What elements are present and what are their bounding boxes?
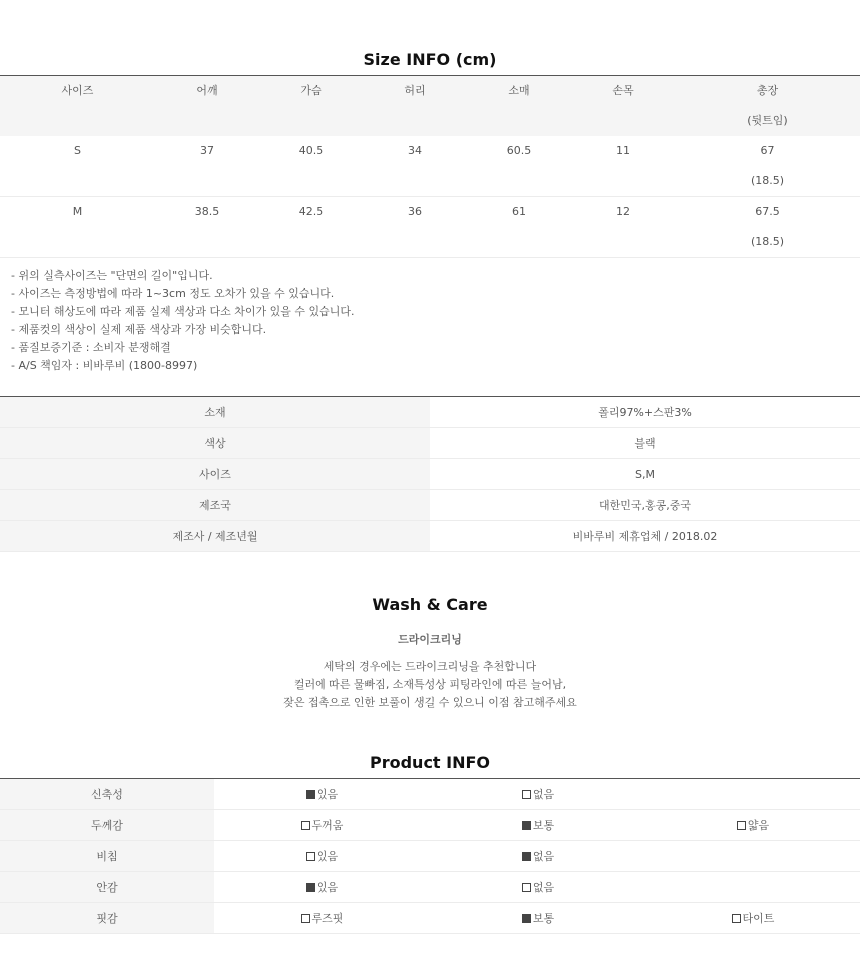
spec-value-color: 블랙 — [634, 437, 656, 450]
option-label: 있음 — [316, 788, 339, 801]
unchecked-box-icon — [737, 821, 746, 830]
table-row — [0, 136, 860, 197]
option-item — [306, 848, 338, 864]
note-line: - A/S 책임자 : 비바루비 (1800-8997) — [11, 359, 198, 372]
cell-shoulder: 38.5 — [194, 205, 220, 218]
cell-waist: 34 — [408, 144, 422, 157]
cell-chest: 42.5 — [298, 205, 324, 218]
header-size: 사이즈 — [0, 76, 155, 137]
option-item — [306, 879, 338, 895]
wash-instructions — [0, 658, 860, 712]
option-label: 얇음 — [747, 819, 770, 832]
product-key-lining: 안감 — [0, 872, 214, 903]
option-item — [522, 910, 554, 926]
note-line: - 모니터 해상도에 따라 제품 실제 색상과 다소 차이가 있을 수 있습니다. — [11, 305, 355, 318]
cell-wrist: 11 — [616, 144, 630, 157]
wash-line: 잦은 접촉으로 인한 보풀이 생길 수 있으니 이점 참고해주세요 — [283, 696, 577, 709]
option-label: 있음 — [316, 850, 339, 863]
cell-wrist: 12 — [616, 205, 630, 218]
spec-key-maker: 제조사 / 제조년월 — [0, 521, 430, 552]
header-length-label: 총장 — [756, 84, 779, 97]
checked-box-icon — [522, 852, 531, 861]
option-cell — [214, 841, 430, 872]
option-cell — [214, 810, 430, 841]
size-table — [0, 75, 860, 258]
option-item — [522, 848, 554, 864]
option-cell — [214, 903, 430, 934]
product-key-stretch: 신축성 — [0, 779, 214, 810]
spec-value-country: 대한민국,홍콩,중국 — [598, 499, 691, 512]
table-row — [0, 428, 860, 459]
option-label: 두꺼움 — [311, 819, 344, 832]
unchecked-box-icon — [732, 914, 741, 923]
unchecked-box-icon — [306, 852, 315, 861]
option-cell — [430, 841, 646, 872]
product-table — [0, 778, 860, 934]
cell-shoulder: 37 — [200, 144, 214, 157]
unchecked-box-icon — [522, 790, 531, 799]
header-chest: 가슴 — [259, 76, 363, 137]
unchecked-box-icon — [522, 883, 531, 892]
option-cell — [430, 810, 646, 841]
option-item — [732, 910, 775, 926]
option-item — [522, 817, 554, 833]
cell-size: S — [74, 144, 81, 157]
table-row — [0, 490, 860, 521]
cell-sleeve: 61 — [512, 205, 526, 218]
spec-value-maker: 비바루비 제휴업체 / 2018.02 — [572, 530, 718, 543]
size-info-title: Size INFO (cm) — [363, 50, 497, 69]
option-cell — [646, 810, 860, 841]
option-label: 보통 — [532, 819, 555, 832]
cell-sleeve: 60.5 — [506, 144, 532, 157]
unchecked-box-icon — [301, 821, 310, 830]
wash-care-title: Wash & Care — [372, 595, 488, 614]
note-line: - 위의 실측사이즈는 "단면의 길이"입니다. — [11, 269, 213, 282]
option-item — [306, 786, 338, 802]
table-row — [0, 779, 860, 810]
product-key-sheerness: 비침 — [0, 841, 214, 872]
option-item — [522, 786, 554, 802]
table-row — [0, 521, 860, 552]
header-waist: 허리 — [363, 76, 467, 137]
checked-box-icon — [522, 914, 531, 923]
option-item — [737, 817, 769, 833]
spec-value-size: S,M — [635, 467, 655, 481]
checked-box-icon — [306, 790, 315, 799]
product-key-thickness: 두께감 — [0, 810, 214, 841]
option-item — [522, 879, 554, 895]
spec-key-color: 색상 — [0, 428, 430, 459]
option-item — [301, 817, 344, 833]
wash-line: 세탁의 경우에는 드라이크리닝을 추천합니다 — [323, 660, 537, 673]
checked-box-icon — [522, 821, 531, 830]
note-line: - 사이즈는 측정방법에 따라 1~3cm 정도 오차가 있을 수 있습니다. — [11, 287, 335, 300]
option-label: 없음 — [532, 881, 555, 894]
header-length — [675, 76, 860, 137]
spec-table — [0, 396, 860, 552]
wash-subtitle: 드라이크리닝 — [398, 633, 462, 646]
option-label: 보통 — [532, 912, 555, 925]
cell-length — [675, 197, 860, 258]
header-shoulder: 어깨 — [155, 76, 259, 137]
spec-value-material: 폴리97%+스판3% — [598, 406, 692, 419]
option-cell — [430, 903, 646, 934]
product-info-title: Product INFO — [369, 753, 491, 772]
cell-length-value: 67 — [760, 144, 775, 157]
cell-length — [675, 136, 860, 197]
note-line: - 품질보증기준 : 소비자 분쟁해결 — [11, 341, 171, 354]
cell-chest: 40.5 — [298, 144, 324, 157]
header-length-sub: (뒷트임) — [747, 114, 788, 127]
header-wrist: 손목 — [571, 76, 675, 137]
header-sleeve: 소매 — [467, 76, 571, 137]
option-label: 없음 — [532, 788, 555, 801]
size-header-row — [0, 76, 860, 137]
option-cell — [214, 872, 430, 903]
table-row — [0, 459, 860, 490]
table-row — [0, 872, 860, 903]
table-row — [0, 397, 860, 428]
size-notes — [11, 267, 354, 375]
option-item — [301, 910, 344, 926]
option-cell — [214, 779, 430, 810]
product-key-fit: 핏감 — [0, 903, 214, 934]
option-label: 루즈핏 — [311, 912, 344, 925]
checked-box-icon — [306, 883, 315, 892]
cell-length-value: 67.5 — [755, 205, 780, 218]
cell-length-sub: (18.5) — [750, 174, 785, 187]
spec-key-size: 사이즈 — [0, 459, 430, 490]
option-label: 타이트 — [742, 912, 775, 925]
option-cell — [430, 872, 646, 903]
note-line: - 제품컷의 색상이 실제 제품 색상과 가장 비슷합니다. — [11, 323, 267, 336]
option-cell — [646, 903, 860, 934]
option-cell-empty — [646, 779, 860, 810]
option-label: 있음 — [316, 881, 339, 894]
spec-key-material: 소재 — [0, 397, 430, 428]
table-row — [0, 197, 860, 258]
table-row — [0, 841, 860, 872]
unchecked-box-icon — [301, 914, 310, 923]
wash-line: 컬러에 따른 물빠짐, 소재특성상 피팅라인에 따른 늘어남, — [293, 678, 567, 691]
spec-key-country: 제조국 — [0, 490, 430, 521]
option-cell — [430, 779, 646, 810]
option-cell-empty — [646, 841, 860, 872]
table-row — [0, 903, 860, 934]
cell-length-sub: (18.5) — [750, 235, 785, 248]
option-cell-empty — [646, 872, 860, 903]
cell-size: M — [72, 205, 83, 218]
option-label: 없음 — [532, 850, 555, 863]
cell-waist: 36 — [408, 205, 422, 218]
table-row — [0, 810, 860, 841]
